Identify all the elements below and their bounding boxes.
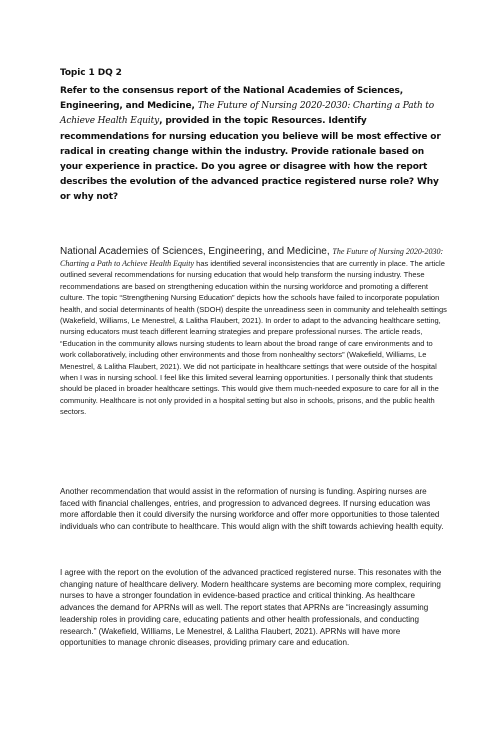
paragraph-text: has identified several inconsistencies that are currently in place. The article outlined several recommendations for nursing education that would help transform the nursing industry. These recommendations are based on strengthening education within the nursing workforce and promoting a different culture. The topic “Strengthening Nursing Education” depicts how the schools have failed to incorporate population health, and social determinants of health (SDOH) despite the unreadiness seen in community and telehealth settings (Wakefield, Williams, Le Menestrel, & Lalitha Flaubert, 2021). In order to adapt to the advancing healthcare setting, nursing educators must teach different learning strategies and prepare professional nurses. The article reads, “Education in the community allows nursing students to learn about the broad range of care environments and to work collaboratively, including other environments and those from nonhealthy sectors” (Wakefield, Williams, Le Menestrel, & Lalitha Flaubert, 2021). We did not participate in healthcare settings that were outside of the hospital when I was in nursing school. I feel like this limited several learning opportunities. I personally think that students should be placed in broader healthcare settings. This would give them much-needed exposure to care for all in the community. Healthcare is not only provided in a hospital setting but also in schools, prisons, and the public health sectors.: [60, 259, 447, 417]
prompt-text-end: , provided in the topic Resources. Identify recommendations for nursing education you believe will be most effective or radical in creating change within the industry. Provide rationale based on your experience in practice. Do you agree or disagree with how the report describes the evolution of the advanced practice registered nurse role? Why or why not?: [60, 116, 441, 203]
response-paragraph-3: I agree with the report on the evolution of the advanced practiced registered nurse. This resonates with the changing nature of healthcare delivery. Modern healthcare systems are becoming more complex, requiring nurses to have a stronger foundation in evidence-based practice and critical thinking. As healthcare advances the demand for APRNs will as well. The report states that APRNs are “increasingly assuming leadership roles in providing care, educating patients and other health professionals, and conducting research.” (Wakefield, Williams, Le Menestrel, & Lalitha Flaubert, 2021). APRNs will have more opportunities to manage chronic diseases, providing primary care and education.: [60, 568, 442, 648]
paragraph-lead: National Academies of Sciences, Engineering, and Medicine,: [60, 246, 333, 257]
response-paragraph-2: Another recommendation that would assist in the reformation of nursing is funding. Aspiring nurses are faced with financial challenges, entries, and progression to advanced degrees. If nursing education was more affordable then it could diversify the nursing workforce and offer more opportunities to those talented individuals who can contribute to healthcare. This would align with the shift towards achieving health equity.: [60, 487, 444, 532]
cited-report-title: The Future of Nursing 2020-2030: Charting a Path to Achieve Health Equity: [60, 247, 444, 268]
report-title: The Future of Nursing 2020-2030: Charting a Path to Achieve Health Equity: [60, 101, 435, 127]
response-paragraph-1: [60, 246, 448, 418]
discussion-prompt: [60, 84, 448, 206]
topic-heading: Topic 1 DQ 2: [60, 68, 122, 78]
prompt-text-start: Refer to the consensus report of the National Academies of Sciences, Engineering, and Medicine,: [60, 86, 403, 112]
